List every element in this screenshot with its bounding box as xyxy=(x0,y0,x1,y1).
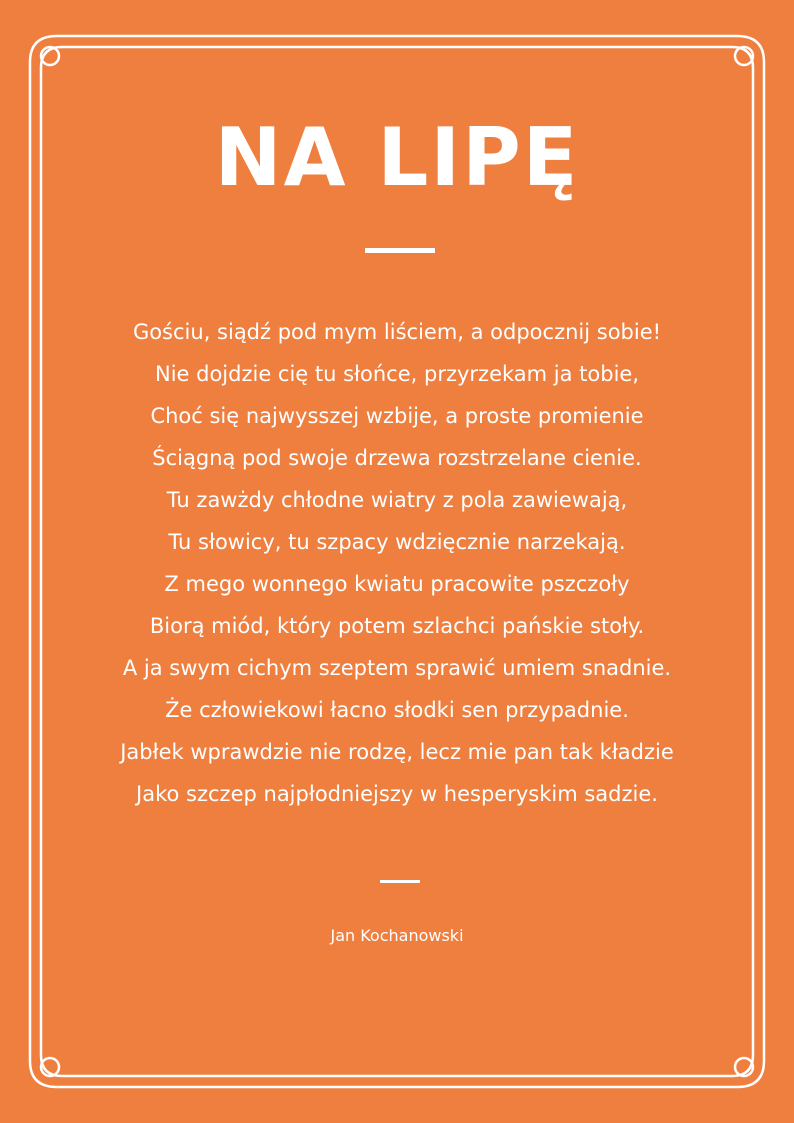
poem-line: Gościu, siądź pod mym liściem, a odpocznij sobie! xyxy=(132,320,662,344)
poem-line: Biorą miód, który potem szlachci pańskie stoły. xyxy=(149,614,645,638)
poem-title: NA LIPĘ xyxy=(214,111,580,204)
poem-line: Z mego wonnego kwiatu pracowite pszczoły xyxy=(164,572,630,596)
poem-stanza xyxy=(40,311,754,815)
poem-line: Nie dojdzie cię tu słońce, przyrzekam ja tobie, xyxy=(154,362,639,386)
poem-author: Jan Kochanowski xyxy=(330,926,464,945)
poem-line: Tu słowicy, tu szpacy wdzięcznie narzekają. xyxy=(168,530,626,554)
poem-line: Choć się najwysszej wzbije, a proste promienie xyxy=(150,404,644,428)
poem-line: Że człowiekowi łacno słodki sen przypadnie. xyxy=(165,698,629,722)
poem-line: A ja swym cichym szeptem sprawić umiem snadnie. xyxy=(122,656,672,680)
poem-line: Jabłek wprawdzie nie rodzę, lecz mie pan tak kładzie xyxy=(120,740,674,764)
poem-line: Tu zawżdy chłodne wiatry z pola zawiewają, xyxy=(166,488,628,512)
author-divider xyxy=(380,880,420,883)
title-divider xyxy=(365,248,435,253)
poem-line: Jako szczep najpłodniejszy w hesperyskim sadzie. xyxy=(136,782,658,806)
poem-line: Ściągną pod swoje drzewa rozstrzelane cienie. xyxy=(152,446,642,470)
